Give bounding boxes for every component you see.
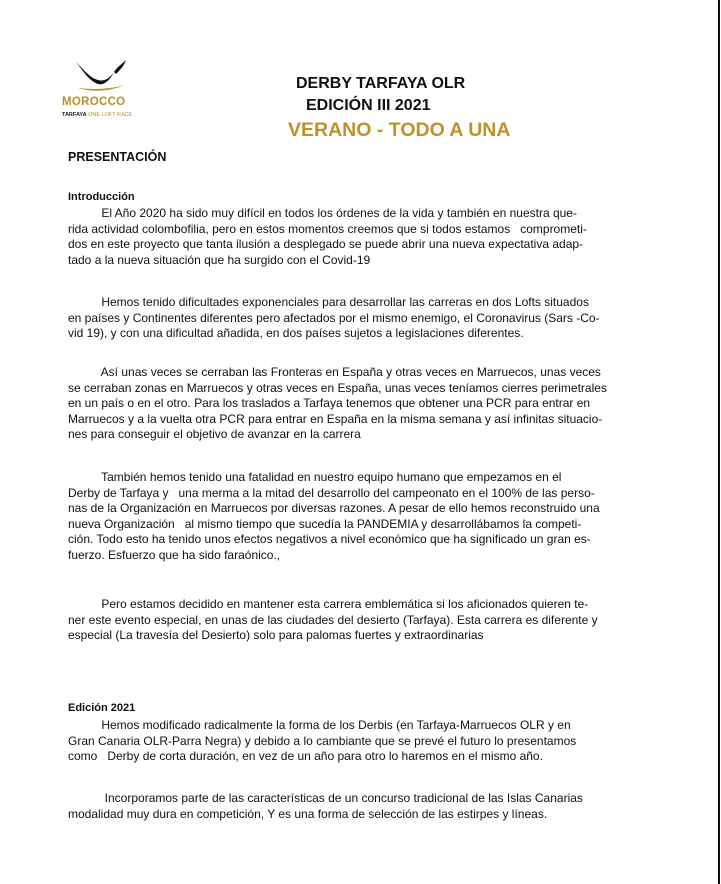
intro-paragraph-3: Así unas veces se cerraban las Fronteras en España y otras veces en Marruecos, unas veces se cerraban zonas en Marruecos y otras veces en España, unas veces teníamos cierres perimetrales en un país o en el otro. Para los traslados a Tarfaya tenemos que obtener una PCR para entrar en Marruecos y a la vuelta otra PCR para entrar en España en la misma semana y así infinitas situacio- nes para conseguir el objetivo de avanzar en la carrera	[68, 365, 607, 442]
title-line-2: EDICIÓN III 2021	[306, 97, 431, 114]
logo-subtitle: TARFAYA ONE LOFT RACE	[62, 112, 133, 118]
section-title: PRESENTACIÓN	[68, 150, 167, 164]
intro-paragraph-2: Hemos tenido dificultades exponenciales para desarrollar las carreras en dos Lofts situados en países y Continentes diferentes pero afectados por el mismo enemigo, el Coronavirus (Sars -Co- vid 19), y con una dificultad añadida, en dos países sujetos a legislaciones diferentes.	[68, 295, 600, 341]
edition-paragraph-2: Incorporamos parte de las características de un concurso tradicional de las Islas Canarias modalidad muy dura en competición, Y es una forma de selección de las estirpes y líneas.	[68, 791, 583, 821]
title-line-1: DERBY TARFAYA OLR	[296, 75, 466, 92]
title-line-3: VERANO - TODO A UNA	[288, 119, 511, 141]
edition-paragraph-1: Hemos modificado radicalmente la forma de los Derbis (en Tarfaya-Marruecos OLR y en Gran Canaria OLR-Parra Negra) y debido a lo cambiante que se prevé el futuro lo presentamos como Derby de corta duración, en vez de un año para otro lo haremos en el mismo año.	[68, 718, 577, 764]
logo-wordmark: MOROCCO	[62, 96, 126, 108]
morocco-tarfaya-logo	[62, 58, 140, 124]
intro-heading: Introducción	[68, 191, 135, 203]
page-edge-rule	[718, 0, 720, 884]
intro-paragraph-1: El Año 2020 ha sido muy difícil en todos los órdenes de la vida y también en nuestra que- rida actividad colombofilia, pero en estos momentos creemos que si todos estamos comprometi- dos en este proyecto que tanta ilusión a desplegado se puede abrir una nueva expectativa adap- tado a la nueva situación que ha surgido con el Covid-19	[68, 206, 587, 267]
intro-paragraph-4: También hemos tenido una fatalidad en nuestro equipo humano que empezamos en el Derby de Tarfaya y una merma a la mitad del desarrollo del campeonato en el 100% de las perso- nas de la Organización en Marruecos por diversas razones. A pesar de ello hemos reconstruido una nueva Organización al mismo tiempo que sucedía la PANDEMIA y desarrollábamos la competi- ción. Todo esto ha tenido unos efectos negativos a nivel económico que ha significado un gran es- fuerzo. Esfuerzo que ha sido faraónico.,	[68, 470, 600, 562]
edition-heading: Edición 2021	[68, 702, 136, 714]
intro-paragraph-5: Pero estamos decidido en mantener esta carrera emblemática si los aficionados quieren te- ner este evento especial, en unas de las ciudades del desierto (Tarfaya). Esta carrera es diferente y especial (La travesía del Desierto) solo para palomas fuertes y extraordinarias	[68, 597, 598, 643]
bird-icon	[74, 58, 128, 94]
